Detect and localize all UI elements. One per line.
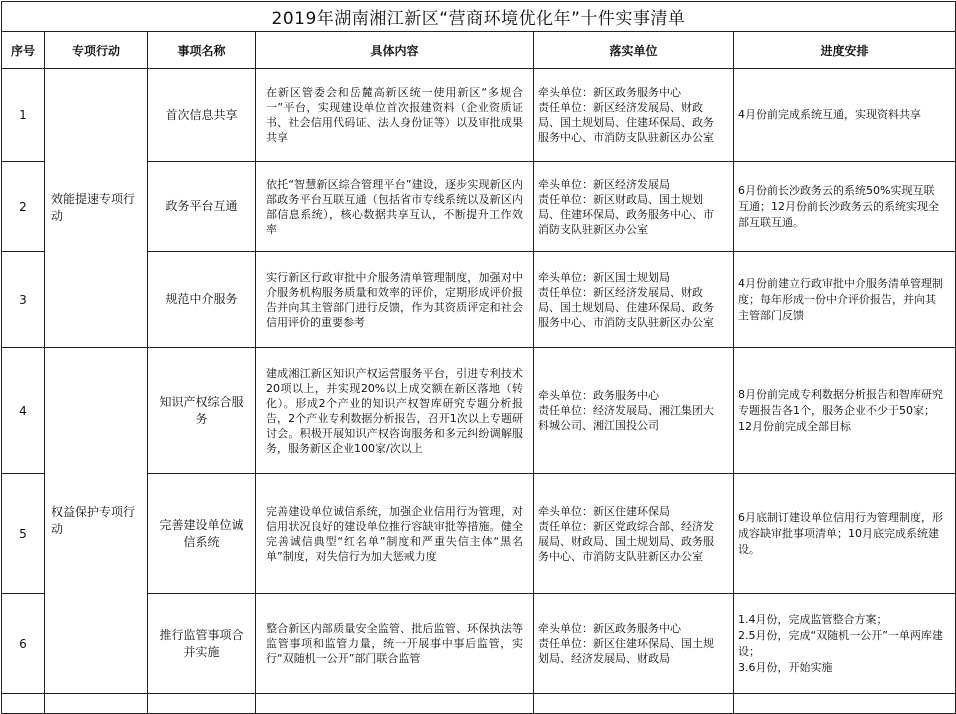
item-content: 完善建设单位诚信系统，加强企业信用行为管理，对信用状况良好的建设单位推行容缺审批等措施。健全完善诚信典型“红名单”制度和严重失信主体“黑名单”制度，对失信行为加大惩戒力度	[256, 474, 534, 594]
unit-lead: 牵头单位：新区经济发展局	[538, 177, 670, 191]
empty-cell	[148, 694, 256, 714]
unit-responsible: 责任单位：新区住建环保局、国土规划局、经济发展局、财政局	[538, 637, 714, 665]
unit-responsible: 责任单位：新区党政综合部、经济发展局、财政局、国土规划局、政务服务中心、市消防支队驻新区办公室	[538, 519, 714, 563]
item-name: 规范中介服务	[148, 252, 256, 348]
empty-cell	[45, 694, 148, 714]
header-item-name: 事项名称	[148, 32, 256, 69]
category-efficiency: 效能提速专项行动	[45, 69, 148, 348]
item-content: 整合新区内部质量安全监管、批后监管、环保执法等监管事项和监管力量，统一开展事中事后监管，实行“双随机一公开”部门联合监管	[256, 594, 534, 694]
item-name: 推行监管事项合并实施	[148, 594, 256, 694]
unit-lead: 牵头单位：新区政务服务中心	[538, 86, 681, 99]
empty-cell	[256, 694, 534, 714]
unit-responsible: 责任单位：经济发展局、湘江集团大科城公司、湘江国投公司	[538, 404, 714, 432]
row-number: 4	[2, 348, 45, 474]
progress-step: 3.6月份，开始实施	[738, 660, 833, 674]
item-name: 首次信息共享	[148, 69, 256, 162]
progress-step: 2.5月份，完成“双随机一公开”一单两库建设；	[738, 628, 943, 658]
item-name: 完善建设单位诚信系统	[148, 474, 256, 594]
category-rights: 权益保护专项行动	[45, 348, 148, 694]
item-unit	[534, 474, 734, 594]
item-name: 政务平台互通	[148, 162, 256, 252]
table-row	[2, 348, 956, 474]
progress-step: 1.4月份，完成监管整合方案；	[738, 612, 888, 626]
item-unit	[534, 348, 734, 474]
empty-cell	[534, 694, 734, 714]
table-row	[2, 69, 956, 162]
item-unit	[534, 252, 734, 348]
empty-cell	[734, 694, 956, 714]
item-name: 知识产权综合服务	[148, 348, 256, 474]
header-progress: 进度安排	[734, 32, 956, 69]
item-unit	[534, 69, 734, 162]
item-progress: 8月份前完成专利数据分析报告和智库研究专题报告各1个，服务企业不少于50家；12月份前完成全部目标	[734, 348, 956, 474]
task-list-table	[1, 1, 956, 714]
unit-responsible: 责任单位：新区经济发展局、财政局、国土规划局、住建环保局、政务服务中心、市消防支队驻新区办公室	[538, 101, 714, 144]
row-number: 6	[2, 594, 45, 694]
item-progress: 6月份前长沙政务云的系统50%实现互联互通；12月份前长沙政务云的系统实现全部互联互通。	[734, 162, 956, 252]
item-progress: 6月底制订建设单位信用行为管理制度，形成容缺审批事项清单；10月底完成系统建设。	[734, 474, 956, 594]
header-no: 序号	[2, 32, 45, 69]
unit-responsible: 责任单位：新区财政局、国土规划局、住建环保局、政务服务中心、市消防支队驻新区办公室	[538, 192, 714, 236]
header-content: 具体内容	[256, 32, 534, 69]
row-number: 2	[2, 162, 45, 252]
unit-responsible: 责任单位：新区经济发展局、财政局、国土规划局、住建环保局、政务服务中心、市消防支队驻新区办公室	[538, 285, 714, 329]
table-row-partial	[2, 694, 956, 714]
item-progress	[734, 594, 956, 694]
unit-lead: 牵头单位：新区国土规划局	[538, 270, 670, 284]
item-content: 在新区管委会和岳麓高新区统一使用新区“多规合一”平台，实现建设单位首次报建资料（企业资质证书、社会信用代码证、法人身份证等）以及审批成果共享	[256, 69, 534, 162]
row-number: 3	[2, 252, 45, 348]
header-category: 专项行动	[45, 32, 148, 69]
header-row	[2, 32, 956, 69]
item-content: 建成湘江新区知识产权运营服务平台，引进专利技术20项以上，并实现20%以上成交额在新区落地（转化）。形成2个产业的知识产权智库研究专题分析报告，2个产业专利数据分析报告，召开1次以上专题研讨会。积极开展知识产权咨询服务和多元纠纷调解服务，服务新区企业100家/次以上	[256, 348, 534, 474]
row-number: 1	[2, 69, 45, 162]
empty-cell	[2, 694, 45, 714]
table-title: 2019年湖南湘江新区“营商环境优化年”十件实事清单	[2, 2, 956, 32]
item-progress: 4月份前建立行政审批中介服务清单管理制度；每年形成一份中介评价报告，并向其主管部门反馈	[734, 252, 956, 348]
item-unit	[534, 594, 734, 694]
header-unit: 落实单位	[534, 32, 734, 69]
unit-lead: 牵头单位：新区住建环保局	[538, 504, 670, 518]
item-unit	[534, 162, 734, 252]
unit-lead: 牵头单位：新区政务服务中心	[538, 622, 681, 635]
item-progress: 4月份前完成系统互通，实现资料共享	[734, 69, 956, 162]
row-number: 5	[2, 474, 45, 594]
item-content: 依托“智慧新区综合管理平台”建设，逐步实现新区内部政务平台互联互通（包括省市专线系统以及新区内部信息系统），核心数据共享互认，不断提升工作效率	[256, 162, 534, 252]
unit-lead: 牵头单位：政务服务中心	[538, 389, 659, 402]
item-content: 实行新区行政审批中介服务清单管理制度，加强对中介服务机构服务质量和效率的评价，定期形成评价报告并向其主管部门进行反馈，作为其资质评定和社会信用评价的重要参考	[256, 252, 534, 348]
